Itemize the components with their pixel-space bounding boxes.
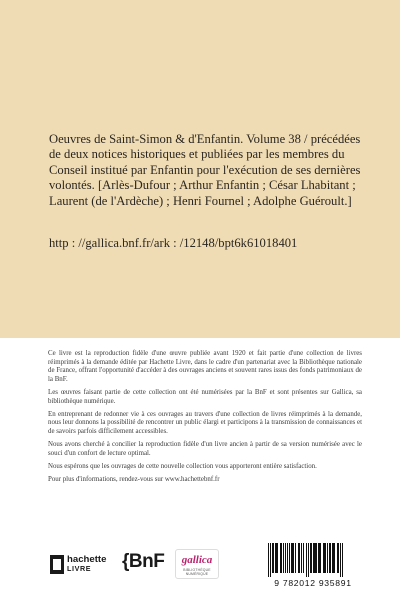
book-title: Oeuvres de Saint-Simon & d'Enfantin. Volume 38 / précédées de deux notices historiques et publiées par les membres du Conseil institué par Enfantin pour l'exécution de ses dernières volontés. [Arlès-Dufour ; Arthur Enfantin ; César Lhabitant ; Laurent (de l'Ardèche) ; Henri Fournel ; Adolphe Guéroult.] (49, 132, 361, 208)
notice-paragraph: En entreprenant de redonner vie à ces ouvrages au travers d'une collection de livres réimprimés à la demande, nous leur donnons la possibilité de rencontrer un public élargi et participons à la transmission de connaissances et de savoirs parfois difficilement accessibles. (48, 410, 362, 435)
gallica-logo (175, 549, 219, 579)
livre-logo-text: LIVRE (67, 564, 92, 573)
barcode-icon (266, 543, 360, 577)
gallica-logo-subtext: BIBLIOTHÈQUE NUMÉRIQUE (183, 568, 211, 576)
cover-bottom-section (0, 338, 400, 600)
gallica-logo-text: gallica (181, 554, 213, 566)
notice-paragraph: Nous avons cherché à concilier la reproduction fidèle d'un livre ancien à partir de sa version numérisée avec le souci d'un confort de lecture optimal. (48, 441, 362, 457)
notice-paragraph: Ce livre est la reproduction fidèle d'une œuvre publiée avant 1920 et fait partie d'une collection de livres réimprimés à la demande éditée par Hachette Livre, dans le cadre d'un partenariat avec la Bibliothèque nationale de France, offrant l'opportunité d'accéder à des ouvrages anciens et souvent rares issus des fonds patrimoniaux de la BnF. (48, 350, 362, 383)
isbn-number: 9 782012 935891 (274, 578, 352, 588)
logo-strip (48, 541, 368, 589)
notice-paragraph: Pour plus d'informations, rendez-vous sur www.hachettebnf.fr (48, 476, 220, 484)
hachette-logo-text: hachette (67, 554, 107, 565)
gallica-url: http : //gallica.bnf.fr/ark : /12148/bpt6k61018401 (49, 236, 298, 250)
notice-paragraph: Nous espérons que les ouvrages de cette nouvelle collection vous apporteront entière satisfaction. (48, 462, 317, 470)
isbn-barcode (260, 541, 366, 591)
publisher-notice (48, 350, 362, 489)
bnf-logo: {BnF (122, 551, 165, 572)
hachette-livre-logo (50, 544, 110, 584)
hachette-mark-icon (50, 555, 64, 574)
notice-paragraph: Les œuvres faisant partie de cette collection ont été numérisées par la BnF et sont présentes sur Gallica, sa bibliothèque numérique. (48, 388, 362, 405)
